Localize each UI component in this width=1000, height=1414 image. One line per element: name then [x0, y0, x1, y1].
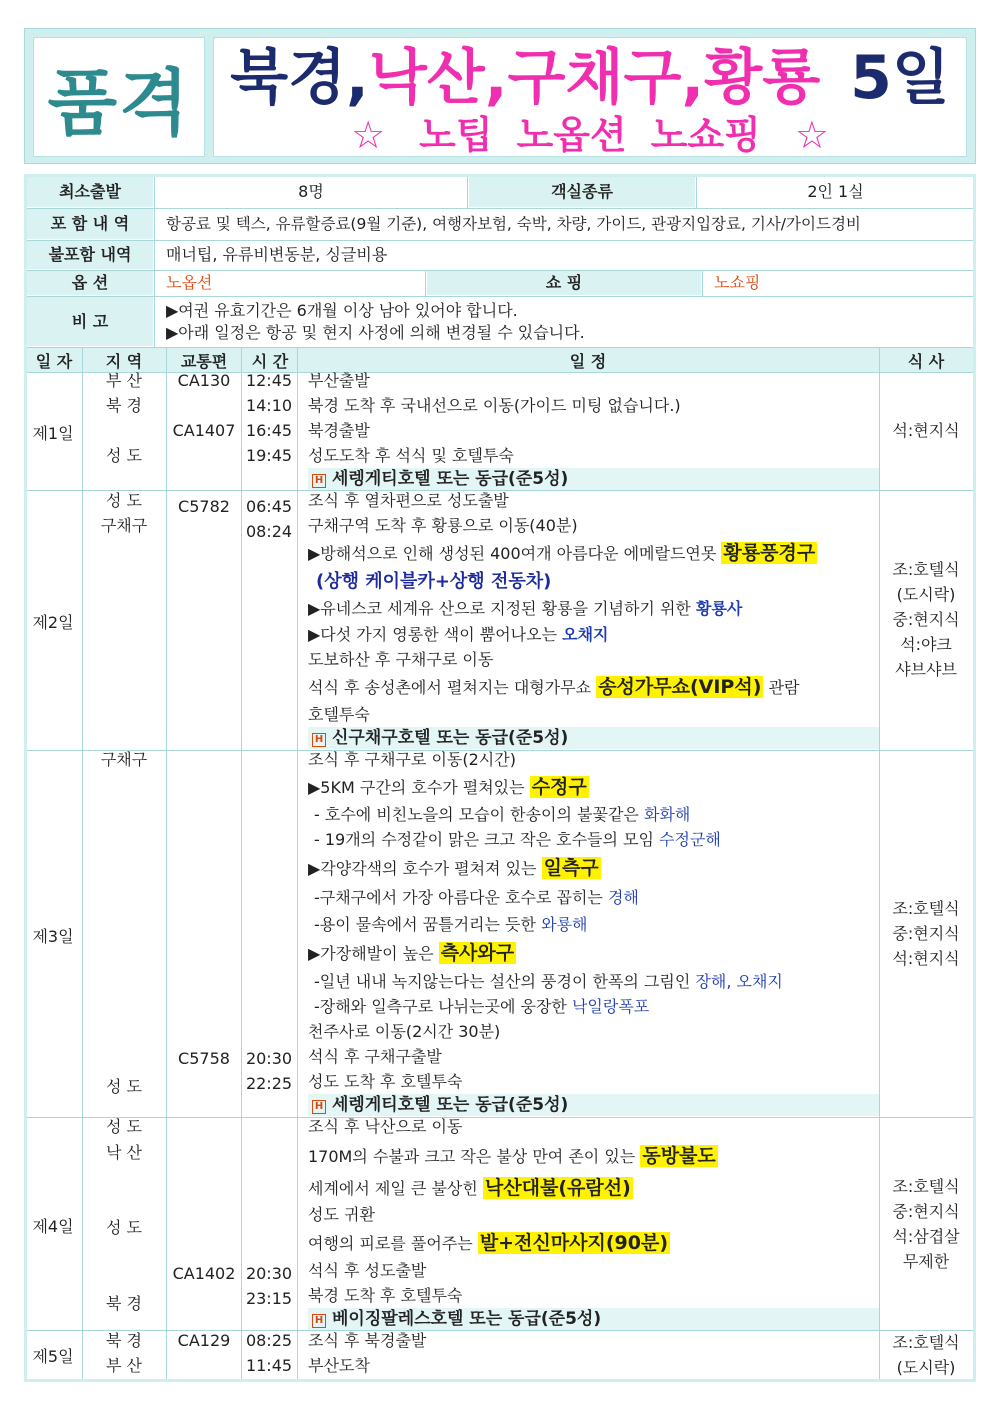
hotel-h-icon: H — [312, 733, 326, 747]
room-type-value: 2인 1실 — [698, 177, 973, 207]
hotel-bar — [308, 1308, 879, 1330]
time: 16:45 — [245, 421, 293, 440]
title-part-destinations: 낙산,구채구,황룡 — [368, 43, 821, 113]
divider — [27, 208, 973, 209]
sight-name: 화화해 — [643, 805, 691, 824]
itinerary-line: -구채구에서 가장 아름다운 호수로 꼽히는 경해 — [314, 888, 639, 907]
included-value: 항공료 및 텍스, 유류할증료(9월 기준), 여행자보험, 숙박, 차량, 가이드, 관광지입장료, 기사/가이드경비 — [156, 209, 973, 239]
grade-badge: 품격 — [47, 61, 191, 145]
remark-change: ▶아래 일정은 항공 및 현지 사정에 의해 변경될 수 있습니다. — [166, 323, 585, 342]
flight-number: CA1407 — [172, 421, 236, 440]
time: 11:45 — [245, 1356, 293, 1375]
flight-number: C5782 — [178, 497, 230, 516]
time: 19:45 — [245, 446, 293, 465]
highlight-sight: 송성가무쇼(VIP석) — [598, 676, 762, 698]
meal-line: 석:현지식 — [892, 421, 960, 440]
star-icon: ☆ — [794, 113, 829, 157]
divider — [154, 177, 155, 347]
day-label: 제3일 — [32, 927, 74, 946]
itinerary-line: -장해와 일측구로 나뉘는곳에 웅장한 낙일랑폭포 — [314, 997, 650, 1016]
meal-line: 조:호텔식 — [892, 1177, 960, 1196]
schedule-header — [27, 348, 973, 372]
highlight-sight: 낙산대불(유람선) — [484, 1177, 631, 1199]
col-itinerary: 일 정 — [569, 351, 607, 371]
sight-name: 오채지 — [562, 625, 609, 644]
itinerary-line: 조식 후 낙산으로 이동 — [308, 1117, 463, 1136]
sight-name: 장해, 오채지 — [695, 972, 783, 991]
time: 08:24 — [245, 522, 293, 541]
itinerary-line: 천주사로 이동(2시간 30분) — [308, 1022, 501, 1041]
divider — [27, 240, 973, 241]
highlight-sight: 일측구 — [543, 857, 599, 879]
hotel-h-icon: H — [312, 1314, 326, 1328]
col-region: 지 역 — [105, 351, 143, 371]
sight-name: 경해 — [607, 888, 639, 907]
region: 구채구 — [100, 750, 148, 769]
itinerary-line: 성도 귀환 — [308, 1205, 375, 1224]
itinerary-line: 부산도착 — [308, 1356, 370, 1375]
itinerary-line: 조식 후 구채구로 이동(2시간) — [308, 750, 516, 769]
region: 부 산 — [106, 1356, 142, 1375]
itinerary-line: ▶가장해발이 높은 측사와구 — [308, 942, 515, 964]
meal-line: 무제한 — [902, 1252, 950, 1271]
region: 북 경 — [106, 396, 142, 415]
itinerary-line: 부산출발 — [308, 371, 370, 390]
itinerary-line: 170M의 수불과 크고 작은 불상 만여 존이 있는 동방불도 — [308, 1145, 716, 1167]
divider — [425, 271, 426, 296]
time: 23:15 — [245, 1289, 293, 1308]
grade-badge-box — [33, 37, 205, 157]
col-transport: 교통편 — [180, 351, 228, 371]
day-label: 제5일 — [32, 1347, 74, 1366]
highlight-sight: 동방불도 — [642, 1145, 716, 1167]
highlight-sight: 발+전신마사지(90분) — [479, 1232, 669, 1254]
itinerary-line: ▶유네스코 세계유 산으로 지정된 황룡을 기념하기 위한 황룡사 — [308, 599, 743, 618]
region: 북 경 — [106, 1331, 142, 1350]
highlight-sight: 수정구 — [531, 776, 587, 798]
time: 06:45 — [245, 497, 293, 516]
itinerary-line: 북경출발 — [308, 421, 370, 440]
hotel-h-icon: H — [312, 1100, 326, 1114]
itinerary-line: 구채구역 도착 후 황룡으로 이동(40분) — [308, 516, 578, 535]
hotel-name: 신구채구호텔 또는 동급(준5성) — [332, 728, 569, 748]
meal-line: 중:현지식 — [892, 610, 960, 629]
time: 12:45 — [245, 371, 293, 390]
meal-line: 조:호텔식 — [892, 560, 960, 579]
day-label: 제2일 — [32, 613, 74, 632]
divider — [702, 271, 703, 296]
col-time: 시 간 — [251, 351, 289, 371]
region: 낙 산 — [106, 1143, 142, 1162]
flight-number: CA130 — [177, 371, 231, 390]
meal-line: 석:야크 — [900, 635, 952, 654]
itinerary-line: 호텔투숙 — [308, 705, 370, 724]
title-banner — [24, 28, 976, 164]
sight-name: 낙일랑폭포 — [571, 997, 650, 1016]
itinerary-line: 북경 도착 후 호텔투숙 — [308, 1286, 463, 1305]
flight-number: CA129 — [177, 1331, 231, 1350]
itinerary-line: 조식 후 열차편으로 성도출발 — [308, 491, 509, 510]
shopping-label: 쇼 핑 — [427, 271, 701, 295]
meal-line: 샤브샤브 — [895, 660, 957, 679]
itinerary-line: 세계에서 제일 큰 불상힌 낙산대불(유람선) — [308, 1177, 631, 1199]
room-type-label: 객실종류 — [469, 177, 695, 207]
region: 성 도 — [106, 1077, 142, 1096]
highlight-sight: 황룡풍경구 — [723, 542, 816, 564]
sight-name: 와룡해 — [541, 915, 588, 934]
meal-line: (도시락) — [896, 1358, 956, 1377]
meal-line: 조:호텔식 — [892, 899, 960, 918]
divider — [696, 177, 697, 208]
flight-number: CA1402 — [172, 1264, 236, 1283]
itinerary-line: 여행의 피로를 풀어주는 발+전신마사지(90분) — [308, 1232, 669, 1254]
title-part-duration: 5일 — [850, 43, 950, 113]
star-icon: ☆ — [351, 113, 386, 157]
meal-line: (도시락) — [896, 585, 956, 604]
time: 20:30 — [245, 1264, 293, 1283]
region: 성 도 — [106, 1117, 142, 1136]
region: 부 산 — [106, 371, 142, 390]
divider — [297, 348, 298, 1379]
meal-line: 석:현지식 — [892, 949, 960, 968]
itinerary-line: 조식 후 북경출발 — [308, 1331, 427, 1350]
itinerary-line: 석식 후 구채구출발 — [308, 1047, 442, 1066]
subtitle-no-tip: 노팁 — [419, 113, 493, 157]
hotel-h-icon: H — [312, 474, 326, 488]
title-part-beijing: 북경, — [230, 43, 369, 113]
divider — [27, 270, 973, 271]
excluded-label: 불포함 내역 — [27, 241, 153, 269]
meal-info — [880, 896, 972, 971]
hotel-bar — [308, 727, 879, 749]
hotel-name: 베이징팔레스호텔 또는 동급(준5성) — [332, 1309, 602, 1329]
meal-line: 조:호텔식 — [892, 1333, 960, 1352]
meal-line: 석:삼겹살 — [892, 1227, 960, 1246]
itinerary-line: - 19개의 수정같이 맑은 크고 작은 호수들의 모임 수정군해 — [314, 830, 721, 849]
min-departure-label: 최소출발 — [27, 177, 153, 207]
itinerary-line: 성도 도착 후 호텔투숙 — [308, 1072, 463, 1091]
hotel-name: 세렝게티호텔 또는 동급(준5성) — [332, 1095, 569, 1115]
meal-info — [880, 418, 972, 443]
region: 성 도 — [106, 491, 142, 510]
time: 22:25 — [245, 1074, 293, 1093]
flight-number: C5758 — [178, 1049, 230, 1068]
option-value: 노옵션 — [156, 271, 424, 295]
subtitle-no-shopping: 노쇼핑 — [650, 113, 761, 157]
itinerary-line: -용이 물속에서 꿈틀거리는 듯한 와룡해 — [314, 915, 588, 934]
itinerary-line: ▶각양각색의 호수가 펼쳐져 있는 일측구 — [308, 857, 599, 879]
divider — [82, 348, 83, 1379]
divider — [27, 1117, 973, 1118]
itinerary-line: - 호수에 비친노을의 모습이 한송이의 불꽃같은 화화해 — [314, 805, 691, 824]
time: 20:30 — [245, 1049, 293, 1068]
meal-info — [880, 557, 972, 682]
subtitle-no-option: 노옵션 — [516, 113, 627, 157]
day-label: 제4일 — [32, 1217, 74, 1236]
itinerary-line: 성도도착 후 석식 및 호텔투숙 — [308, 446, 514, 465]
sight-name: 수정군해 — [659, 830, 721, 849]
divider — [27, 296, 973, 297]
itinerary-line: 북경 도착 후 국내선으로 이동(가이드 미팅 없습니다.) — [308, 396, 681, 415]
time: 14:10 — [245, 396, 293, 415]
meal-line: 중:현지식 — [892, 1202, 960, 1221]
included-label: 포 함 내 역 — [27, 209, 153, 239]
meal-info — [880, 1330, 972, 1380]
option-label: 옵 션 — [27, 271, 153, 295]
remark-box — [156, 297, 973, 346]
itinerary-line: ▶방해석으로 인해 생성된 400여개 아름다운 에메랄드연못 황룡풍경구 — [308, 542, 816, 564]
itinerary-line: 석식 후 성도출발 — [308, 1261, 427, 1280]
col-meal: 식 사 — [907, 351, 945, 371]
itinerary-line: 석식 후 송성촌에서 펼쳐지는 대형가무쇼 송성가무쇼(VIP석) 관람 — [308, 676, 800, 698]
itinerary-line: ▶다섯 가지 영롱한 색이 뿜어나오는 오채지 — [308, 625, 609, 644]
hotel-bar — [308, 1094, 879, 1116]
min-departure-value: 8명 — [156, 177, 466, 207]
day-label: 제1일 — [32, 424, 74, 443]
divider — [166, 348, 167, 1379]
divider — [467, 177, 468, 208]
itinerary-line: (상행 케이블카+상행 전동차) — [316, 571, 552, 592]
meal-line: 중:현지식 — [892, 924, 960, 943]
region: 성 도 — [106, 446, 142, 465]
divider — [241, 348, 242, 1379]
itinerary-line: -일년 내내 녹지않는다는 설산의 풍경이 한폭의 그림인 장해, 오채지 — [314, 972, 783, 991]
remark-passport: ▶여권 유효기간은 6개월 이상 남아 있어야 합니다. — [166, 301, 518, 320]
subtitle — [214, 114, 966, 156]
time: 08:25 — [245, 1331, 293, 1350]
excluded-value: 매너팁, 유류비변동분, 싱글비용 — [156, 241, 973, 269]
region: 북 경 — [106, 1294, 142, 1313]
hotel-bar — [308, 468, 879, 490]
col-day: 일 자 — [35, 351, 73, 371]
page-title — [214, 42, 966, 114]
itinerary-line: ▶5KM 구간의 호수가 펼쳐있는 수정구 — [308, 776, 587, 798]
region: 성 도 — [106, 1218, 142, 1237]
shopping-value: 노쇼핑 — [704, 271, 973, 295]
remark-label: 비 고 — [27, 297, 153, 346]
region: 구채구 — [100, 516, 148, 535]
itinerary-line: 도보하산 후 구채구로 이동 — [308, 650, 494, 669]
hotel-name: 세렝게티호텔 또는 동급(준5성) — [332, 469, 569, 489]
highlight-sight: 측사와구 — [440, 942, 515, 964]
meal-info — [880, 1174, 972, 1274]
title-box — [213, 37, 967, 157]
sight-name: 황룡사 — [695, 599, 743, 618]
